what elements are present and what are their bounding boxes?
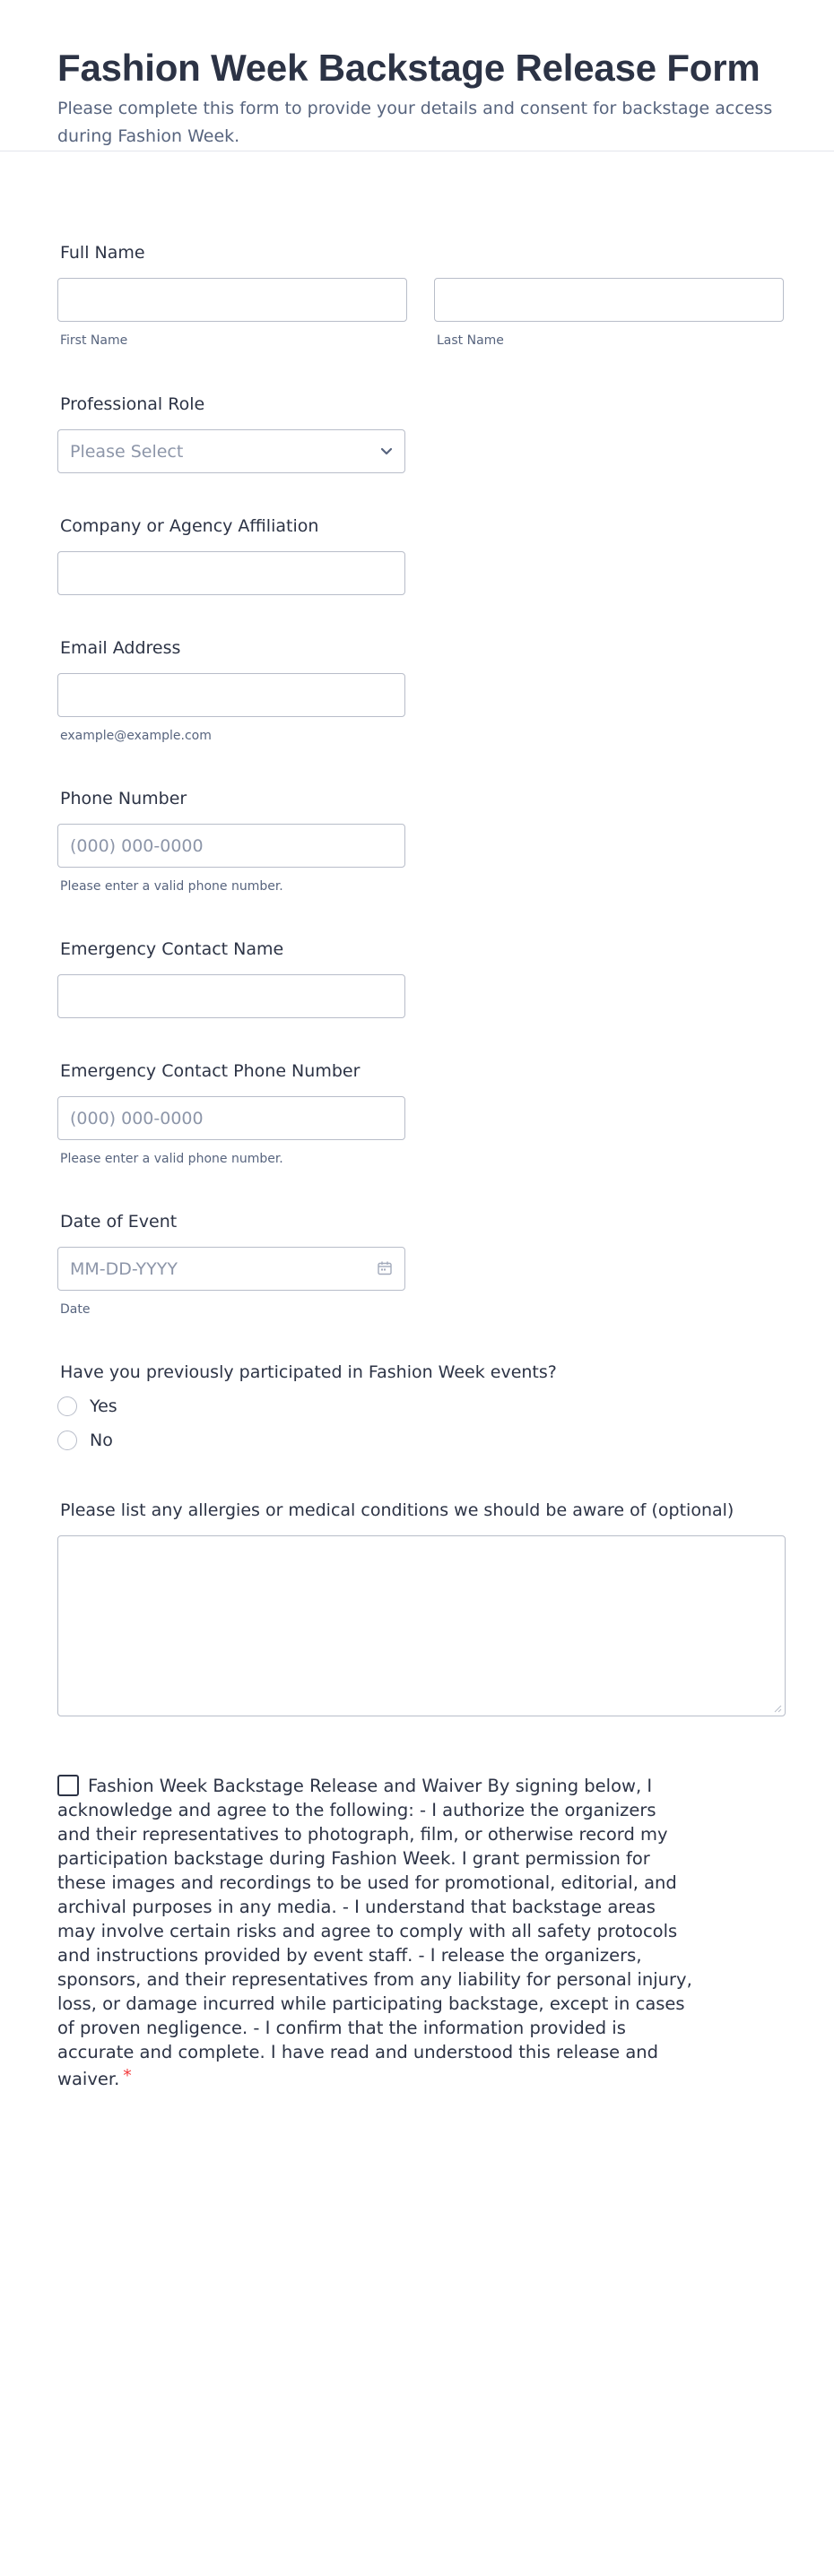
emergency-phone-label: Emergency Contact Phone Number	[60, 1061, 361, 1081]
email-sublabel: example@example.com	[60, 729, 212, 743]
professional-role-select[interactable]	[57, 429, 405, 473]
email-field	[57, 637, 405, 744]
full-name-field	[57, 242, 784, 349]
phone-input[interactable]	[57, 824, 405, 868]
phone-field	[57, 788, 405, 895]
phone-label: Phone Number	[60, 789, 187, 808]
first-name-input[interactable]	[57, 278, 407, 322]
required-marker: *	[123, 2066, 132, 2086]
allergies-label: Please list any allergies or medical conditions we should be aware of (optional)	[60, 1500, 734, 1520]
allergies-textarea[interactable]	[57, 1535, 786, 1716]
event-date-sublabel: Date	[60, 1302, 91, 1317]
company-input[interactable]	[57, 551, 405, 595]
waiver-text: Fashion Week Backstage Release and Waiver By signing below, I acknowledge and agree to the following: - I authorize the organizers and their representatives to photograph, film, or otherwise record my participation backstage during Fashion Week. I grant permission for these images and recordings to be used for promotional, editorial, and archival purposes in any media. - I understand that backstage areas may involve certain risks and agree to comply with all safety protocols and instructions provided by event staff. - I release the organizers, sponsors, and their representatives from any liability for personal injury, loss, or damage incurred while participating backstage, except in cases of proven negligence. - I confirm that the information provided is accurate and complete. I have read and understood this release and waiver.	[57, 1776, 692, 2089]
radio-option-no[interactable]	[57, 1428, 557, 1453]
professional-role-label: Professional Role	[60, 394, 205, 414]
waiver-block	[57, 1774, 694, 2091]
emergency-name-input[interactable]	[57, 974, 405, 1018]
page-title: Fashion Week Backstage Release Form	[57, 47, 760, 89]
waiver-checkbox[interactable]	[57, 1775, 79, 1796]
radio-button-yes[interactable]	[57, 1396, 77, 1416]
waiver-field	[57, 1774, 694, 2091]
email-label: Email Address	[60, 638, 181, 658]
email-input[interactable]	[57, 673, 405, 717]
previous-participation-label: Have you previously participated in Fashion Week events?	[60, 1362, 557, 1382]
full-name-label: Full Name	[60, 243, 145, 263]
professional-role-selected: Please Select	[57, 429, 405, 473]
resize-handle-icon[interactable]	[773, 1704, 782, 1713]
last-name-input[interactable]	[434, 278, 784, 322]
radio-label-yes: Yes	[90, 1396, 117, 1416]
last-name-sublabel: Last Name	[437, 333, 504, 348]
event-date-field	[57, 1211, 405, 1318]
event-date-label: Date of Event	[60, 1212, 178, 1232]
emergency-phone-input[interactable]	[57, 1096, 405, 1140]
company-label: Company or Agency Affiliation	[60, 516, 319, 536]
radio-option-yes[interactable]	[57, 1394, 557, 1419]
emergency-name-label: Emergency Contact Name	[60, 939, 284, 959]
company-field	[57, 515, 405, 595]
first-name-sublabel: First Name	[60, 333, 128, 348]
emergency-name-field	[57, 938, 405, 1018]
chevron-down-icon	[378, 443, 395, 459]
emergency-phone-sublabel: Please enter a valid phone number.	[60, 1152, 283, 1166]
page-subtitle: Please complete this form to provide your details and consent for backstage access during Fashion Week.	[57, 99, 773, 146]
form-header	[0, 0, 834, 151]
previous-participation-field	[57, 1361, 557, 1462]
event-date-input[interactable]	[57, 1247, 405, 1291]
calendar-icon[interactable]	[377, 1260, 393, 1276]
radio-button-no[interactable]	[57, 1431, 77, 1450]
radio-label-no: No	[90, 1431, 113, 1450]
phone-sublabel: Please enter a valid phone number.	[60, 879, 283, 894]
allergies-field	[57, 1500, 786, 1716]
emergency-phone-field	[57, 1060, 405, 1167]
professional-role-field	[57, 393, 405, 473]
